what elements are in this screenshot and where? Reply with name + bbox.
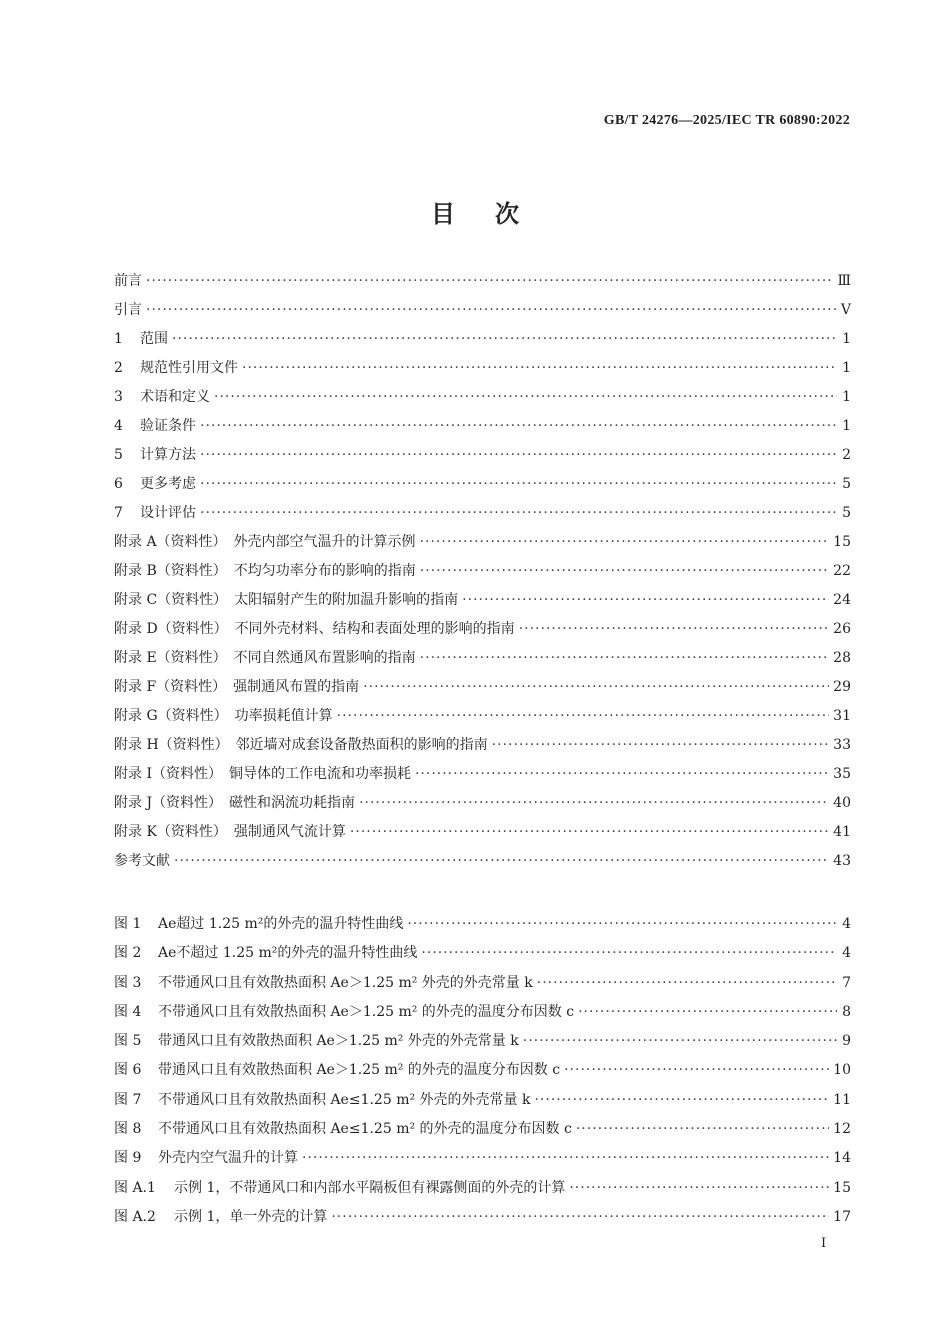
toc-entry[interactable] xyxy=(114,647,851,676)
leader-dots xyxy=(200,418,837,434)
entry-label: 外壳内空气温升的计算 xyxy=(158,1150,298,1167)
toc-entry[interactable] xyxy=(114,850,851,879)
entry-label: Ae超过 1.25 m²的外壳的温升特性曲线 xyxy=(158,916,404,932)
entry-page: 4 xyxy=(842,916,851,932)
entry-label: 示例 1，单一外壳的计算 xyxy=(174,1208,328,1225)
entry-number: 7 xyxy=(114,505,123,521)
entry-label: 不带通风口且有效散热面积 Ae≤1.25 m² 外壳的外壳常量 k xyxy=(158,1091,531,1108)
leader-dots xyxy=(363,679,829,695)
leader-dots xyxy=(302,1150,829,1166)
entry-page: Ⅴ xyxy=(840,302,851,318)
toc-entry[interactable] xyxy=(114,676,851,705)
entry-page: 17 xyxy=(833,1208,851,1225)
leader-dots xyxy=(421,945,837,961)
figure-entry[interactable] xyxy=(114,1206,851,1235)
entry-number: 图 4 xyxy=(114,1003,142,1020)
leader-dots xyxy=(174,853,829,869)
entry-page: 12 xyxy=(833,1121,851,1138)
entry-label: 附录 A（资料性） 外壳内部空气温升的计算示例 xyxy=(114,534,416,550)
entry-label: 不带通风口且有效散热面积 Ae≤1.25 m² 的外壳的温度分布因数 c xyxy=(158,1121,572,1138)
toc-entry[interactable] xyxy=(114,560,851,589)
figure-entry[interactable] xyxy=(114,1001,851,1030)
entry-label: 引言 xyxy=(114,302,142,318)
entry-number: 图 A.2 xyxy=(114,1208,156,1225)
entry-number: 图 A.1 xyxy=(114,1179,156,1196)
leader-dots xyxy=(331,1209,829,1225)
entry-label: 规范性引用文件 xyxy=(140,360,238,376)
leader-dots xyxy=(200,447,837,463)
figure-entry[interactable] xyxy=(114,972,851,1001)
toc-entry[interactable] xyxy=(114,705,851,734)
toc-entry[interactable] xyxy=(114,444,851,473)
entry-page: 2 xyxy=(842,447,851,463)
leader-dots xyxy=(523,1033,837,1049)
entry-label: 参考文献 xyxy=(114,853,170,869)
entry-label: 范围 xyxy=(140,331,168,347)
table-of-contents xyxy=(114,270,851,879)
entry-page: 40 xyxy=(833,795,851,811)
entry-number: 图 7 xyxy=(114,1091,142,1108)
entry-label: 附录 F（资料性） 强制通风布置的指南 xyxy=(114,679,360,695)
toc-entry[interactable] xyxy=(114,618,851,647)
toc-entry[interactable] xyxy=(114,531,851,560)
entry-label: 附录 C（资料性） 太阳辐射产生的附加温升影响的指南 xyxy=(114,592,459,608)
toc-entry[interactable] xyxy=(114,763,851,792)
toc-entry[interactable] xyxy=(114,502,851,531)
leader-dots xyxy=(146,273,833,289)
toc-entry[interactable] xyxy=(114,415,851,444)
entry-number: 图 6 xyxy=(114,1062,142,1079)
leader-dots xyxy=(214,389,837,405)
leader-dots xyxy=(242,360,837,376)
entry-number: 图 9 xyxy=(114,1150,142,1167)
toc-entry[interactable] xyxy=(114,328,851,357)
leader-dots xyxy=(172,331,837,347)
leader-dots xyxy=(578,1004,837,1020)
entry-number: 图 1 xyxy=(114,916,142,932)
toc-entry[interactable] xyxy=(114,270,851,299)
entry-number: 图 3 xyxy=(114,974,142,991)
entry-number: 图 8 xyxy=(114,1121,142,1138)
entry-page: 1 xyxy=(842,360,851,376)
entry-label: 术语和定义 xyxy=(140,389,210,405)
figure-entry[interactable] xyxy=(114,1059,851,1088)
entry-page: 4 xyxy=(842,945,851,962)
toc-entry[interactable] xyxy=(114,734,851,763)
entry-page: 43 xyxy=(833,853,851,869)
figure-entry[interactable] xyxy=(114,1089,851,1118)
entry-label: 验证条件 xyxy=(140,418,196,434)
figure-entry[interactable] xyxy=(114,1118,851,1147)
entry-page: 24 xyxy=(833,592,851,608)
entry-page: 15 xyxy=(833,1179,851,1196)
figure-entry[interactable] xyxy=(114,1177,851,1206)
figure-entry[interactable] xyxy=(114,942,851,971)
entry-page: 5 xyxy=(842,505,851,521)
entry-number: 6 xyxy=(114,476,123,492)
figure-entry[interactable] xyxy=(114,913,851,942)
leader-dots xyxy=(492,737,830,753)
page-title: 目次 xyxy=(431,199,559,228)
entry-page: 14 xyxy=(833,1150,851,1167)
entry-page: 28 xyxy=(833,650,851,666)
entry-page: 26 xyxy=(833,621,851,637)
leader-dots xyxy=(519,621,829,637)
leader-dots xyxy=(146,302,837,318)
entry-page: 41 xyxy=(833,824,851,840)
toc-entry[interactable] xyxy=(114,792,851,821)
figure-list xyxy=(114,913,851,1235)
toc-entry[interactable] xyxy=(114,357,851,386)
entry-page: 7 xyxy=(842,974,851,991)
leader-dots xyxy=(407,916,837,932)
entry-label: 附录 J（资料性） 磁性和涡流功耗指南 xyxy=(114,795,356,811)
entry-number: 3 xyxy=(114,389,123,405)
leader-dots xyxy=(350,824,829,840)
entry-label: 附录 H（资料性） 邻近墙对成套设备散热面积的影响的指南 xyxy=(114,737,488,753)
toc-entry[interactable] xyxy=(114,299,851,328)
toc-entry[interactable] xyxy=(114,473,851,502)
entry-page: 1 xyxy=(842,331,851,347)
entry-label: 附录 G（资料性） 功率损耗值计算 xyxy=(114,708,333,724)
entry-label: 不带通风口且有效散热面积 Ae＞1.25 m² 的外壳的温度分布因数 c xyxy=(158,1003,575,1020)
entry-page: Ⅲ xyxy=(837,273,851,289)
entry-label: 前言 xyxy=(114,273,142,289)
entry-label: 附录 K（资料性） 强制通风气流计算 xyxy=(114,824,346,840)
entry-number: 2 xyxy=(114,360,123,376)
entry-number: 1 xyxy=(114,331,123,347)
toc-entry[interactable] xyxy=(114,386,851,415)
entry-page: 29 xyxy=(833,679,851,695)
entry-label: 计算方法 xyxy=(140,447,196,463)
leader-dots xyxy=(200,476,837,492)
entry-label: 带通风口且有效散热面积 Ae＞1.25 m² 外壳的外壳常量 k xyxy=(158,1033,519,1050)
leader-dots xyxy=(420,563,829,579)
entry-page: 5 xyxy=(842,476,851,492)
entry-label: 示例 1，不带通风口和内部水平隔板但有裸露侧面的外壳的计算 xyxy=(174,1179,566,1196)
leader-dots xyxy=(359,795,829,811)
entry-page: 11 xyxy=(833,1091,851,1108)
entry-label: 附录 B（资料性） 不均匀功率分布的影响的指南 xyxy=(114,563,416,579)
entry-page: 1 xyxy=(842,418,851,434)
entry-page: 9 xyxy=(842,1033,851,1050)
page-number: Ⅰ xyxy=(821,1236,827,1251)
entry-number: 图 2 xyxy=(114,945,142,962)
entry-page: 35 xyxy=(833,766,851,782)
entry-label: 设计评估 xyxy=(140,505,196,521)
entry-page: 31 xyxy=(833,708,851,724)
entry-number: 5 xyxy=(114,447,123,463)
entry-label: 带通风口且有效散热面积 Ae＞1.25 m² 的外壳的温度分布因数 c xyxy=(158,1062,561,1079)
entry-page: 1 xyxy=(842,389,851,405)
leader-dots xyxy=(337,708,830,724)
leader-dots xyxy=(420,534,830,550)
entry-page: 10 xyxy=(833,1062,851,1079)
toc-entry[interactable] xyxy=(114,589,851,618)
leader-dots xyxy=(576,1121,829,1137)
entry-label: 附录 E（资料性） 不同自然通风布置影响的指南 xyxy=(114,650,416,666)
leader-dots xyxy=(415,766,829,782)
entry-number: 图 5 xyxy=(114,1033,142,1050)
entry-number: 4 xyxy=(114,418,123,434)
entry-label: 附录 I（资料性） 铜导体的工作电流和功率损耗 xyxy=(114,766,411,782)
leader-dots xyxy=(200,505,837,521)
figure-entry[interactable] xyxy=(114,1030,851,1059)
entry-page: 22 xyxy=(833,563,851,579)
leader-dots xyxy=(462,592,829,608)
leader-dots xyxy=(569,1180,829,1196)
standard-code: GB/T 24276—2025/IEC TR 60890:2022 xyxy=(603,113,850,128)
leader-dots xyxy=(564,1062,829,1078)
entry-page: 15 xyxy=(833,534,851,550)
entry-page: 33 xyxy=(833,737,851,753)
entry-label: 附录 D（资料性） 不同外壳材料、结构和表面处理的影响的指南 xyxy=(114,621,515,637)
entry-label: 不带通风口且有效散热面积 Ae＞1.25 m² 外壳的外壳常量 k xyxy=(158,974,533,991)
entry-page: 8 xyxy=(842,1003,851,1020)
entry-label: 更多考虑 xyxy=(140,476,196,492)
leader-dots xyxy=(537,975,837,991)
figure-entry[interactable] xyxy=(114,1147,851,1176)
entry-label: Ae不超过 1.25 m²的外壳的温升特性曲线 xyxy=(158,945,418,962)
toc-entry[interactable] xyxy=(114,821,851,850)
leader-dots xyxy=(534,1092,829,1108)
leader-dots xyxy=(420,650,830,666)
